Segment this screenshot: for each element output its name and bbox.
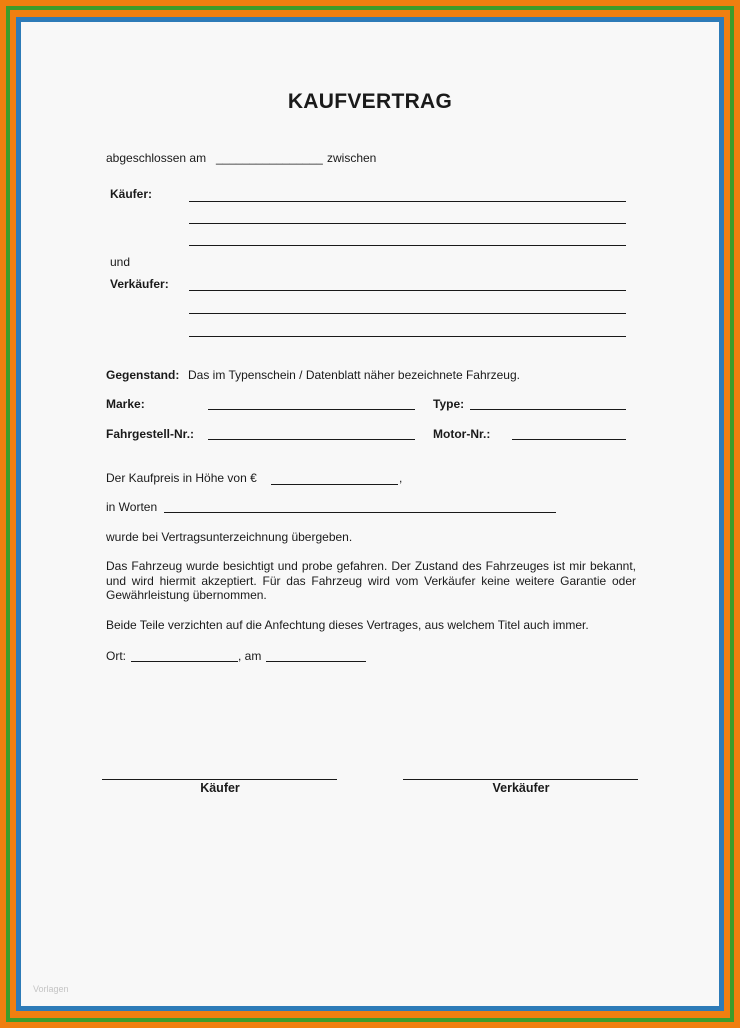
seller-signature-label: Verkäufer	[492, 781, 550, 795]
and-label: und	[110, 255, 131, 269]
brand-label: Marke:	[106, 397, 145, 411]
buyer-signature-label: Käufer	[200, 781, 240, 795]
chassis-blank[interactable]	[208, 439, 415, 440]
buyer-line-2[interactable]	[189, 223, 626, 224]
intro-suffix: zwischen	[327, 151, 377, 165]
words-label: in Worten	[106, 500, 158, 514]
engine-label: Motor-Nr.:	[433, 427, 491, 441]
buyer-line-3[interactable]	[189, 245, 626, 246]
seller-line-1[interactable]	[189, 290, 626, 291]
type-blank[interactable]	[470, 409, 626, 410]
handed-over-text: wurde bei Vertragsunterzeichnung übergeben.	[106, 530, 353, 544]
condition-paragraph: Das Fahrzeug wurde besichtigt und probe gefahren. Der Zustand des Fahrzeuges ist mir bekannt, und wird hiermit akzeptiert. Für das Fahrzeug wird vom Verkäufer keine weitere Garantie oder Gewährleistung übernommen.	[106, 559, 636, 602]
seller-line-2[interactable]	[189, 313, 626, 314]
brand-blank[interactable]	[208, 409, 415, 410]
seller-label: Verkäufer:	[110, 277, 169, 291]
document-title: KAUFVERTRAG	[287, 90, 453, 113]
place-label: Ort:	[106, 649, 126, 663]
watermark: Vorlagen	[33, 984, 69, 994]
seller-line-3[interactable]	[189, 336, 626, 337]
chassis-label: Fahrgestell-Nr.:	[106, 427, 195, 441]
words-blank[interactable]	[164, 512, 556, 513]
price-suffix: ,	[399, 471, 403, 485]
subject-label: Gegenstand:	[106, 368, 180, 382]
type-label: Type:	[433, 397, 465, 411]
intro-date-blank[interactable]: ________________	[216, 151, 323, 165]
buyer-label: Käufer:	[110, 187, 153, 201]
date-label: , am	[238, 649, 262, 663]
intro-prefix: abgeschlossen am	[106, 151, 207, 165]
buyer-line-1[interactable]	[189, 201, 626, 202]
seller-signature-line[interactable]	[403, 779, 638, 780]
price-prefix: Der Kaufpreis in Höhe von €	[106, 471, 257, 485]
waiver-paragraph: Beide Teile verzichten auf die Anfechtung dieses Vertrages, aus welchem Titel auch immer.	[106, 618, 589, 632]
engine-blank[interactable]	[512, 439, 626, 440]
place-blank[interactable]	[131, 661, 238, 662]
subject-text: Das im Typenschein / Datenblatt näher bezeichnete Fahrzeug.	[188, 368, 520, 382]
document-page	[21, 22, 719, 1006]
date-blank[interactable]	[266, 661, 366, 662]
price-blank[interactable]	[271, 484, 398, 485]
buyer-signature-line[interactable]	[102, 779, 337, 780]
